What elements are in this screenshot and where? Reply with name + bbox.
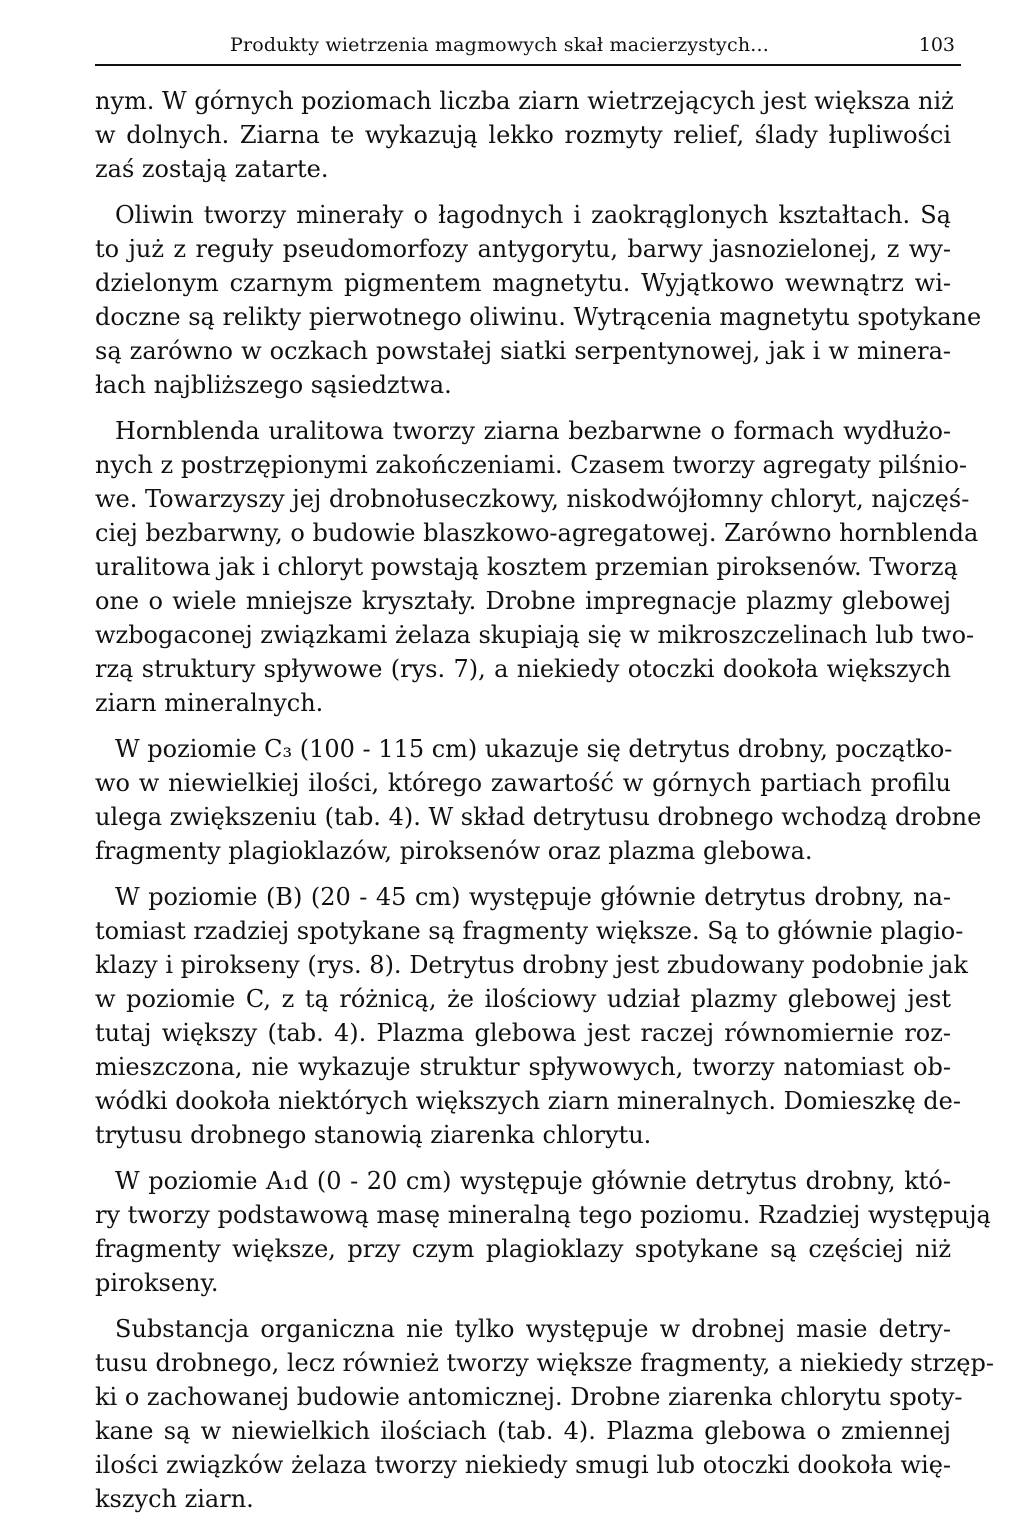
text-line: W poziomie A₁d (0 - 20 cm) występuje głównie detrytus drobny, któ- [115, 1167, 951, 1195]
text-line: łach najbliższego sąsiedztwa. [95, 371, 452, 399]
paragraph [95, 1164, 991, 1300]
text-line: ki o zachowanej budowie antomicznej. Drobne ziarenka chlorytu spoty- [95, 1383, 963, 1411]
text-line: dzielonym czarnym pigmentem magnetytu. Wyjątkowo wewnątrz wi- [95, 269, 951, 297]
text-line: one o wiele mniejsze kryształy. Drobne impregnacje plazmy glebowej [95, 587, 951, 615]
text-line: zaś zostają zatarte. [95, 155, 329, 183]
text-line: wo w niewielkiej ilości, którego zawartość w górnych partiach profilu [95, 769, 951, 797]
text-line: ilości związków żelaza tworzy niekiedy smugi lub otoczki dookoła wię- [95, 1451, 951, 1479]
page-number: 103 [918, 34, 955, 56]
text-line: fragmenty większe, przy czym plagioklazy spotykane są częściej niż [95, 1235, 951, 1263]
text-line: kszych ziarn. [95, 1485, 254, 1513]
text-line: doczne są relikty pierwotnego oliwinu. Wytrącenia magnetytu spotykane [95, 303, 982, 331]
running-header [95, 34, 961, 66]
text-line: nych z postrzępionymi zakończeniami. Czasem tworzy agregaty pilśnio- [95, 451, 968, 479]
paragraph [95, 880, 968, 1152]
text-line: Substancja organiczna nie tylko występuje w drobnej masie detry- [115, 1315, 951, 1343]
text-line: mieszczona, nie wykazuje struktur spływowych, tworzy natomiast ob- [95, 1053, 951, 1081]
text-line: są zarówno w oczkach powstałej siatki serpentynowej, jak i w minera- [95, 337, 951, 365]
text-line: trytusu drobnego stanowią ziarenka chlorytu. [95, 1121, 652, 1149]
text-line: tutaj większy (tab. 4). Plazma glebowa jest raczej równomiernie roz- [95, 1019, 951, 1047]
text-line: uralitowa jak i chloryt powstają kosztem przemian piroksenów. Tworzą [95, 553, 958, 581]
text-line: kane są w niewielkich ilościach (tab. 4). Plazma glebowa o zmiennej [95, 1417, 951, 1445]
text-line: nym. W górnych poziomach liczba ziarn wietrzejących jest większa niż [95, 87, 954, 115]
running-title: Produkty wietrzenia magmowych skał macierzystych... [230, 34, 769, 56]
paragraph [95, 732, 982, 868]
text-line: klazy i pirokseny (rys. 8). Detrytus drobny jest zbudowany podobnie jak [95, 951, 968, 979]
text-line: w dolnych. Ziarna te wykazują lekko rozmyty relief, ślady łupliwości [95, 121, 951, 149]
text-line: fragmenty plagioklazów, piroksenów oraz plazma glebowa. [95, 837, 813, 865]
text-line: pirokseny. [95, 1269, 219, 1297]
text-line: tomiast rzadziej spotykane są fragmenty większe. Są to głównie plagio- [95, 917, 964, 945]
paragraph [95, 84, 954, 186]
text-line: ry tworzy podstawową masę mineralną tego poziomu. Rzadziej występują [95, 1201, 991, 1229]
paragraph [95, 414, 979, 720]
paragraph [95, 198, 982, 402]
body-text [95, 84, 994, 1528]
text-line: W poziomie C₃ (100 - 115 cm) ukazuje się detrytus drobny, początko- [115, 735, 953, 763]
text-line: wzbogaconej związkami żelaza skupiają się w mikroszczelinach lub two- [95, 621, 975, 649]
text-line: ulega zwiększeniu (tab. 4). W skład detrytusu drobnego wchodzą drobne [95, 803, 982, 831]
text-line: w poziomie C, z tą różnicą, że ilościowy udział plazmy glebowej jest [95, 985, 951, 1013]
text-line: we. Towarzyszy jej drobnołuseczkowy, niskodwójłomny chloryt, najczęś- [95, 485, 970, 513]
text-line: rzą struktury spływowe (rys. 7), a niekiedy otoczki dookoła większych [95, 655, 951, 683]
text-line: W poziomie (B) (20 - 45 cm) występuje głównie detrytus drobny, na- [115, 883, 951, 911]
text-line: Oliwin tworzy minerały o łagodnych i zaokrąglonych kształtach. Są [115, 201, 951, 229]
text-line: to już z reguły pseudomorfozy antygorytu, barwy jasnozielonej, z wy- [95, 235, 951, 263]
text-line: ziarn mineralnych. [95, 689, 324, 717]
text-line: wódki dookoła niektórych większych ziarn mineralnych. Domieszkę de- [95, 1087, 961, 1115]
book-page [95, 0, 994, 1531]
text-line: Hornblenda uralitowa tworzy ziarna bezbarwne o formach wydłużo- [115, 417, 951, 445]
text-line: ciej bezbarwny, o budowie blaszkowo-agregatowej. Zarówno hornblenda [95, 519, 979, 547]
text-line: tusu drobnego, lecz również tworzy większe fragmenty, a niekiedy strzęp- [95, 1349, 994, 1377]
paragraph [95, 1312, 994, 1516]
